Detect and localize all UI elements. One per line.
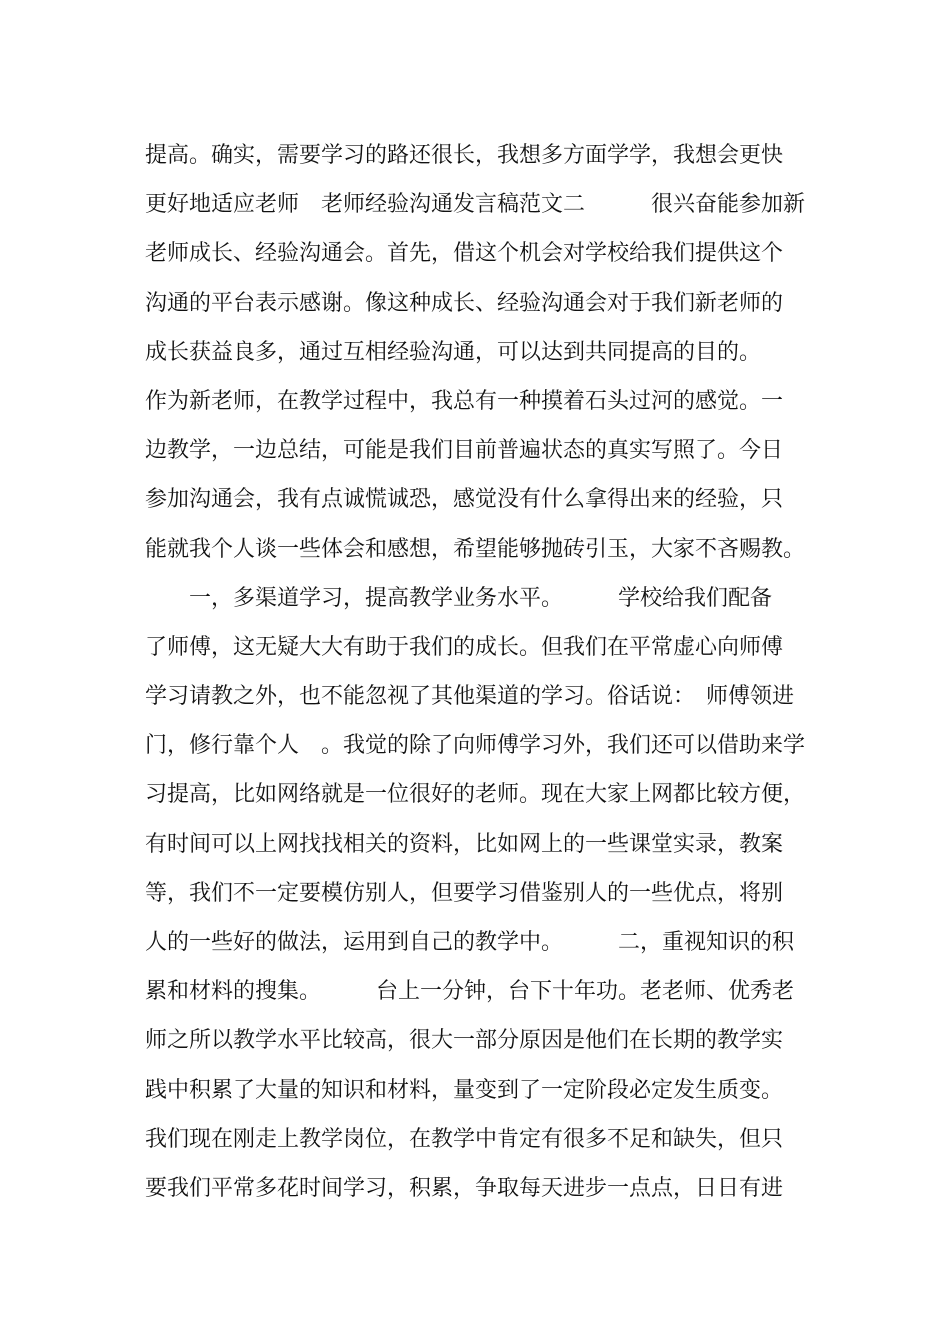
text-line: 习提高，比如网络就是一位很好的老师。现在大家上网都比较方便， xyxy=(145,782,806,808)
text-line: 沟通的平台表示感谢。像这种成长、经验沟通会对于我们新老师的 xyxy=(145,290,784,316)
text-line: 师之所以教学水平比较高，很大一部分原因是他们在长期的教学实 xyxy=(145,1028,784,1054)
text-line: 门，修行靠个人 。我觉的除了向师傅学习外，我们还可以借助来学 xyxy=(145,733,806,759)
text-line: 了师傅，这无疑大大有助于我们的成长。但我们在平常虚心向师傅 xyxy=(145,634,784,660)
text-line: 能就我个人谈一些体会和感想，希望能够抛砖引玉，大家不吝赐教。 xyxy=(145,536,806,562)
text-line: 提高。确实，需要学习的路还很长，我想多方面学学，我想会更快 xyxy=(145,143,784,168)
text-line: 累和材料的搜集。 台上一分钟，台下十年功。老老师、优秀老 xyxy=(145,979,795,1005)
text-line: 要我们平常多花时间学习，积累，争取每天进步一点点，日日有进 xyxy=(145,1175,784,1201)
text-line: 人的一些好的做法，运用到自己的教学中。 二，重视知识的积 xyxy=(145,930,795,955)
text-line: 等，我们不一定要模仿别人，但要学习借鉴别人的一些优点，将别 xyxy=(145,880,784,906)
text-line: 更好地适应老师 老师经验沟通发言稿范文二 很兴奋能参加新 xyxy=(145,192,806,218)
text-line: 我们现在刚走上教学岗位，在教学中肯定有很多不足和缺失，但只 xyxy=(145,1126,784,1152)
text-line: 成长获益良多，通过互相经验沟通，可以达到共同提高的目的。 xyxy=(145,339,762,365)
text-line: 参加沟通会，我有点诚慌诚恐，感觉没有什么拿得出来的经验，只 xyxy=(145,487,784,513)
text-line: 作为新老师，在教学过程中，我总有一种摸着石头过河的感觉。一 xyxy=(145,388,784,414)
text-line: 一，多渠道学习，提高教学业务水平。 学校给我们配备 xyxy=(145,585,773,611)
body-text xyxy=(145,131,825,1213)
text-line: 践中积累了大量的知识和材料，量变到了一定阶段必定发生质变。 xyxy=(145,1077,784,1103)
text-line: 边教学，一边总结，可能是我们目前普遍状态的真实写照了。今日 xyxy=(145,438,784,464)
text-line: 学习请教之外，也不能忽视了其他渠道的学习。俗话说： 师傅领进 xyxy=(145,684,795,710)
text-line: 有时间可以上网找找相关的资料，比如网上的一些课堂实录，教案 xyxy=(145,831,784,857)
text-line: 老师成长、经验沟通会。首先，借这个机会对学校给我们提供这个 xyxy=(145,241,784,267)
